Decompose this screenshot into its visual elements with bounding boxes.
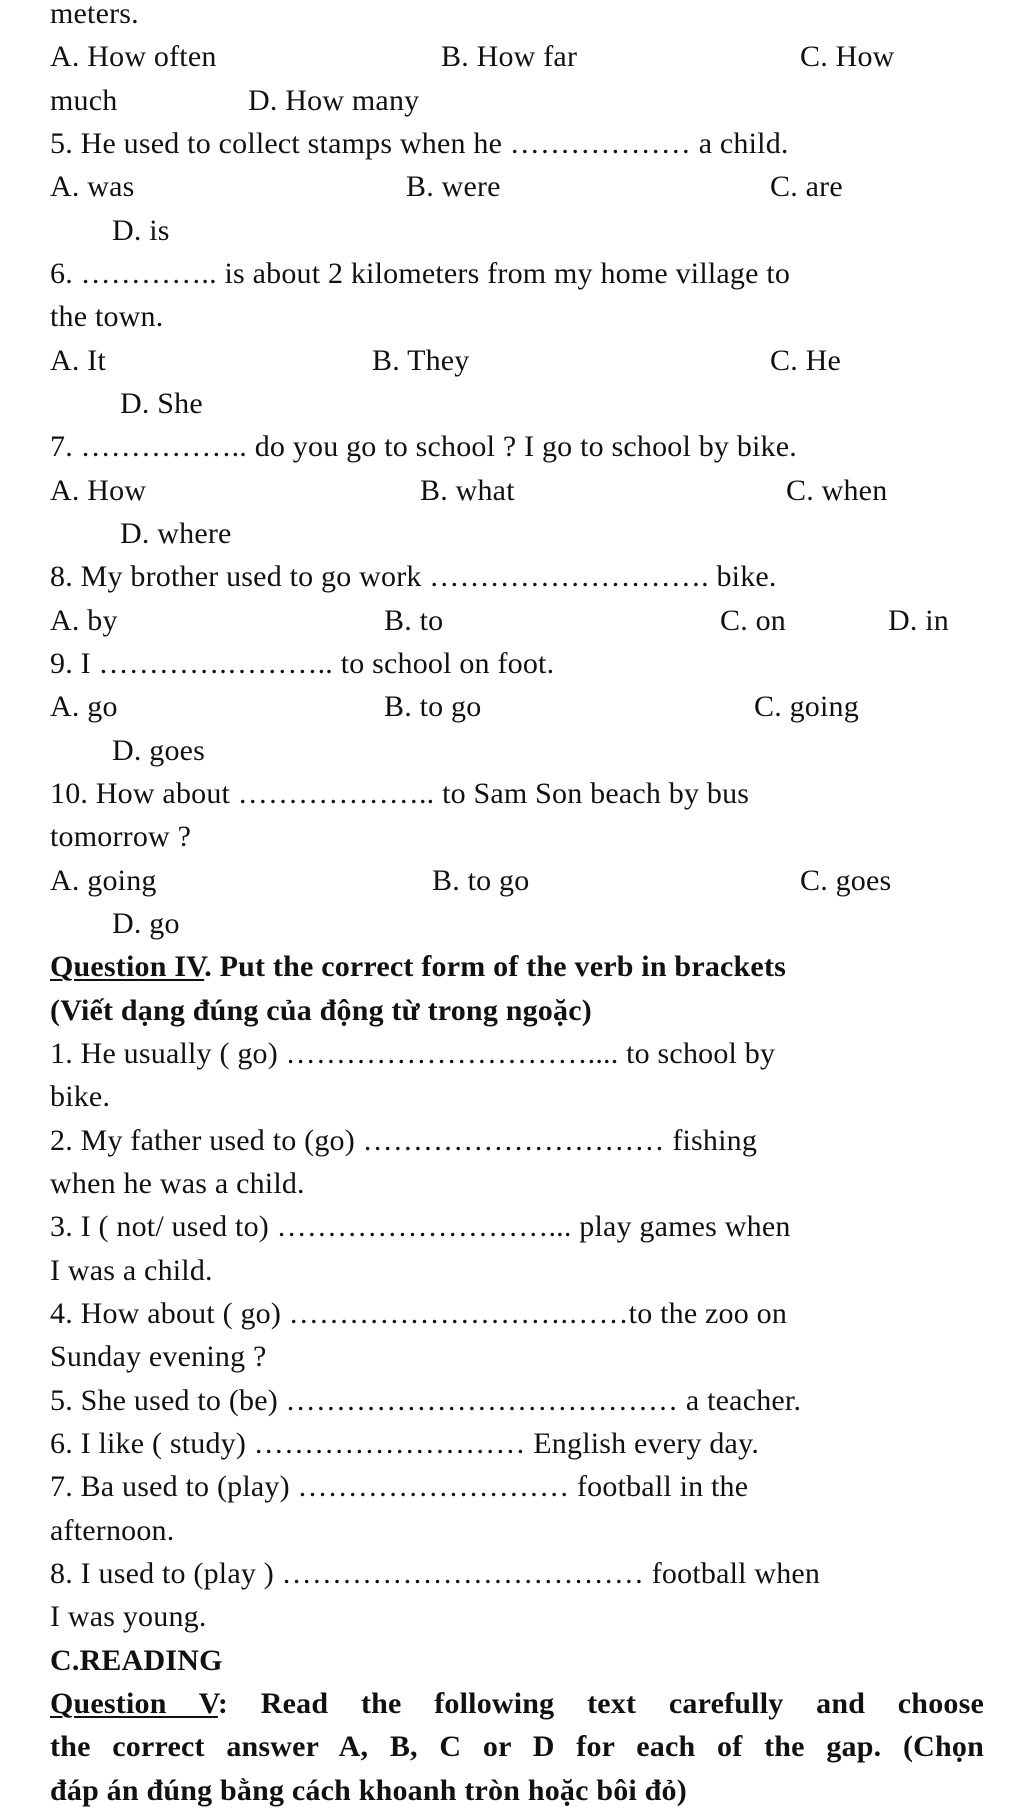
- q5-option-d: D. is: [112, 214, 170, 247]
- question-v-line-3: đáp án đúng bằng cách khoanh tròn hoặc bôi đỏ): [50, 1774, 687, 1807]
- q-iv-item-3: 3. I ( not/ used to) ………………………... play games when: [50, 1210, 791, 1243]
- q9-option-d: D. goes: [112, 734, 206, 767]
- q10-option-b: B. to go: [432, 864, 530, 897]
- q-iv-item-8: 8. I used to (play ) ……………………………… football when: [50, 1557, 821, 1590]
- question-iv-label: Question IV: [50, 950, 205, 983]
- q7-option-a: A. How: [50, 474, 147, 507]
- question-v-line-1: [50, 1684, 984, 1724]
- q10-stem: 10. How about ……………….. to Sam Son beach by bus: [50, 777, 750, 810]
- q-iv-item-8-cont: I was young.: [50, 1600, 207, 1633]
- q4-option-b: B. How far: [441, 40, 578, 73]
- q7-option-b: B. what: [420, 474, 515, 507]
- q-iv-item-1: 1. He usually ( go) ………………………….... to school by: [50, 1037, 776, 1070]
- q5-option-b: B. were: [406, 170, 501, 203]
- q9-option-a: A. go: [50, 690, 118, 723]
- q8-option-b: B. to: [384, 604, 444, 637]
- q8-option-c: C. on: [720, 604, 787, 637]
- q10-option-a: A. going: [50, 864, 157, 897]
- q-iv-item-7: 7. Ba used to (play) ……………………… football in the: [50, 1470, 749, 1503]
- q6-option-c: C. He: [770, 344, 841, 377]
- q-iv-item-4-cont: Sunday evening ?: [50, 1340, 267, 1373]
- question-iv-title: [50, 947, 786, 987]
- q8-stem: 8. My brother used to go work ………………………. bike.: [50, 560, 777, 593]
- q-iv-item-2-cont: when he was a child.: [50, 1167, 305, 1200]
- q6-option-d: D. She: [120, 387, 203, 420]
- question-v-label: Question V: [50, 1687, 218, 1720]
- q-iv-item-1-cont: bike.: [50, 1080, 111, 1113]
- q8-option-d: D. in: [888, 604, 949, 637]
- q6-stem-cont: the town.: [50, 300, 164, 333]
- q9-option-b: B. to go: [384, 690, 482, 723]
- q4-tail: meters.: [50, 0, 139, 30]
- reading-heading: C.READING: [50, 1644, 223, 1677]
- q10-stem-cont: tomorrow ?: [50, 820, 192, 853]
- q4-option-d: D. How many: [248, 84, 420, 117]
- q-iv-item-7-cont: afternoon.: [50, 1514, 175, 1547]
- q5-stem: 5. He used to collect stamps when he ……………… a child.: [50, 127, 789, 160]
- q4-option-c: C. How: [800, 40, 895, 73]
- q7-option-c: C. when: [786, 474, 888, 507]
- q-iv-item-4: 4. How about ( go) ……………………….……to the zoo on: [50, 1297, 788, 1330]
- question-v-line-2: the correct answer A, B, C or D for each of the gap. (Chọn: [50, 1730, 984, 1763]
- q9-option-c: C. going: [754, 690, 859, 723]
- q5-option-c: C. are: [770, 170, 843, 203]
- q4-option-c-cont: much: [50, 84, 118, 117]
- q7-stem: 7. …………….. do you go to school ? I go to school by bike.: [50, 430, 797, 463]
- q6-stem: 6. ………….. is about 2 kilometers from my home village to: [50, 257, 791, 290]
- question-v-instruction: : Read the following text carefully and choose: [217, 1687, 984, 1720]
- question-iv-instruction: . Put the correct form of the verb in brackets: [204, 950, 787, 983]
- q5-option-a: A. was: [50, 170, 135, 203]
- q-iv-item-3-cont: I was a child.: [50, 1254, 213, 1287]
- q10-option-d: D. go: [112, 907, 180, 940]
- q8-option-a: A. by: [50, 604, 118, 637]
- q10-option-c: C. goes: [800, 864, 892, 897]
- q4-option-a: A. How often: [50, 40, 217, 73]
- q9-stem: 9. I ………….……….. to school on foot.: [50, 647, 555, 680]
- question-iv-subtitle: (Viết dạng đúng của động từ trong ngoặc): [50, 994, 592, 1027]
- q-iv-item-2: 2. My father used to (go) ………………………… fishing: [50, 1124, 758, 1157]
- q6-option-b: B. They: [372, 344, 470, 377]
- q6-option-a: A. It: [50, 344, 106, 377]
- q-iv-item-5: 5. She used to (be) ………………………………… a teacher.: [50, 1384, 802, 1417]
- q7-option-d: D. where: [120, 517, 232, 550]
- q-iv-item-6: 6. I like ( study) ……………………… English every day.: [50, 1427, 760, 1460]
